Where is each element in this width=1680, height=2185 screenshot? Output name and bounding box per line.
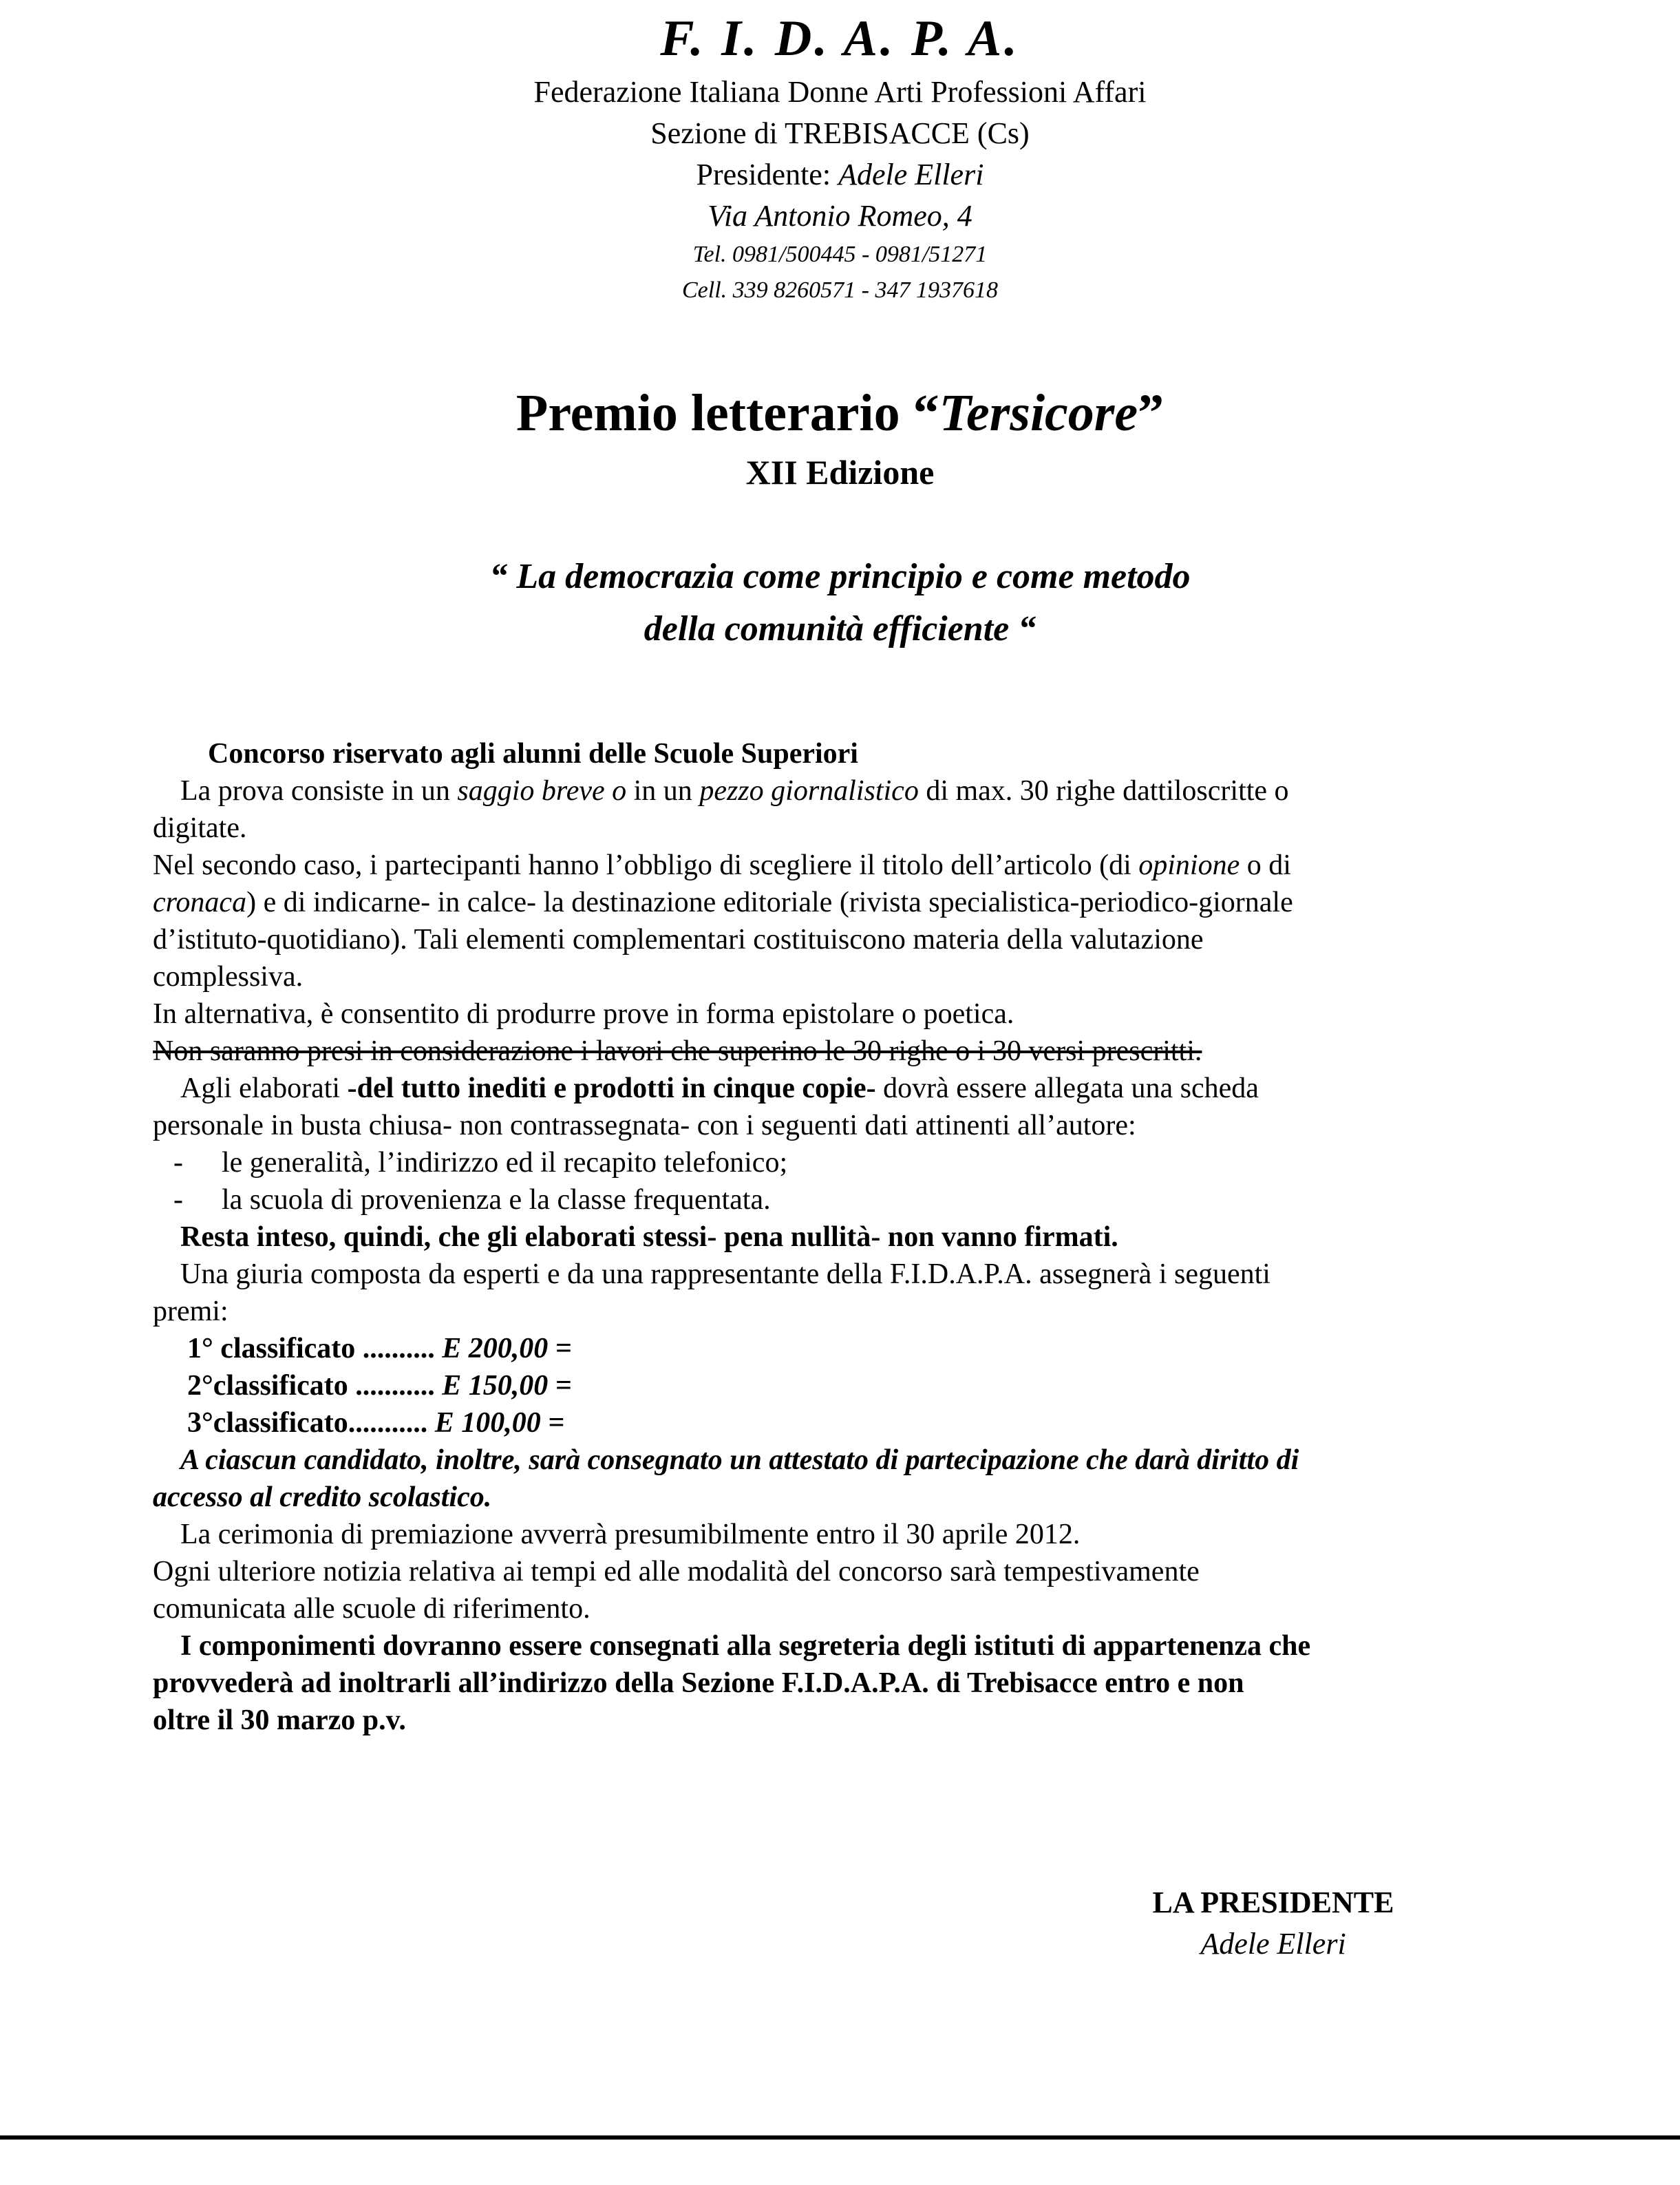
p2-text-a: Nel secondo caso, i partecipanti hanno l’obbligo di scegliere il titolo dell’articolo (di	[153, 849, 1139, 881]
paragraph-6: Resta inteso, quindi, che gli elaborati stessi- pena nullità- non vanno firmati.	[180, 1221, 1118, 1253]
paragraph-3: In alternativa, è consentito di produrre prove in forma epistolare o poetica.	[153, 998, 1014, 1030]
org-full-name: Federazione Italiana Donne Arti Professioni Affari	[533, 75, 1147, 109]
prize-place: 1° classificato ..........	[187, 1333, 443, 1364]
paragraph-7: Una giuria composta da esperti e da una rappresentante della F.I.D.A.P.A. assegnerà i seguenti	[180, 1258, 1270, 1290]
paragraph-2-line-4: complessiva.	[153, 961, 304, 993]
paragraph-1	[153, 772, 1529, 810]
p1-text-d: pezzo giornalistico	[699, 775, 919, 807]
theme-line-1: “ La democrazia come principio e come metodo	[489, 557, 1191, 596]
letterhead	[0, 6, 1680, 308]
president-line	[0, 154, 1680, 196]
list-item-text: la scuola di provenienza e la classe frequentata.	[222, 1184, 771, 1216]
p1-text-e: di max. 30 righe dattiloscritte o	[918, 775, 1289, 807]
body-text	[153, 735, 1529, 1739]
list-dash: -	[173, 1184, 183, 1216]
paragraph-8: A ciascun candidato, inoltre, sarà consegnato un attestato di partecipazione che darà diritto di	[180, 1444, 1299, 1476]
prize-amount: E 150,00 =	[442, 1370, 572, 1402]
p2-text-c: o di	[1240, 849, 1291, 881]
p1-text-a: La prova consiste in un	[180, 775, 458, 807]
title-prefix: Premio letterario “	[515, 384, 939, 442]
p2-text-d: cronaca	[153, 887, 247, 918]
paragraph-2	[153, 847, 1529, 884]
page-title	[0, 379, 1680, 447]
org-abbreviation: F. I. D. A. P. A.	[660, 10, 1020, 67]
bottom-divider	[0, 2135, 1680, 2140]
p2-text-b: opinione	[1138, 849, 1240, 881]
title-block	[0, 379, 1680, 497]
prize-place: 3°classificato...........	[187, 1407, 435, 1439]
signature-title: LA PRESIDENTE	[1152, 1886, 1394, 1919]
p1-text-b: saggio breve o	[457, 775, 627, 807]
list-item	[153, 1144, 1529, 1181]
paragraph-11-line-2: provvederà ad inoltrarli all’indirizzo della Sezione F.I.D.A.P.A. di Trebisacce entro e non	[153, 1667, 1244, 1699]
title-suffix: ”	[1138, 384, 1165, 442]
president-name: Adele Elleri	[838, 158, 984, 191]
list-item	[153, 1181, 1529, 1218]
p2-text-e: ) e di indicarne- in calce- la destinazione editoriale (rivista specialistica-periodico-giornale	[246, 887, 1293, 918]
prize-row	[153, 1404, 1529, 1442]
prize-amount: E 100,00 =	[434, 1407, 565, 1439]
prize-amount: E 200,00 =	[442, 1333, 572, 1364]
address: Via Antonio Romeo, 4	[708, 199, 972, 233]
paragraph-9: La cerimonia di premiazione avverrà presumibilmente entro il 30 aprile 2012.	[180, 1519, 1081, 1550]
prize-place: 2°classificato ...........	[187, 1370, 443, 1402]
paragraph-5	[153, 1070, 1529, 1107]
paragraph-11: I componimenti dovranno essere consegnati alla segreteria degli istituti di appartenenza che	[180, 1630, 1311, 1662]
paragraph-2-line-2	[153, 884, 1529, 921]
list-item-text: le generalità, l’indirizzo ed il recapito telefonico;	[222, 1147, 788, 1179]
signature-block	[1101, 1882, 1445, 1965]
prize-row	[153, 1330, 1529, 1367]
p1-text-c: in un	[626, 775, 700, 807]
telephone: Tel. 0981/500445 - 0981/51271	[692, 242, 988, 267]
list-dash: -	[173, 1147, 183, 1179]
theme-quote	[0, 551, 1680, 655]
paragraph-1-cont: digitate.	[153, 812, 247, 844]
president-label: Presidente:	[696, 158, 839, 191]
paragraph-4-struck: Non saranno presi in considerazione i lavori che superino le 30 righe o i 30 versi prescritti.	[153, 1035, 1202, 1067]
paragraph-2-line-3: d’istituto-quotidiano). Tali elementi complementari costituiscono materia della valutazione	[153, 924, 1204, 956]
paragraph-10-line-2: comunicata alle scuole di riferimento.	[153, 1593, 591, 1625]
cellphone: Cell. 339 8260571 - 347 1937618	[682, 277, 998, 303]
p5-text-b: -del tutto inediti e prodotti in cinque copie-	[347, 1073, 876, 1104]
p5-text-a: Agli elaborati	[180, 1073, 348, 1104]
edition: XII Edizione	[745, 453, 935, 492]
signature-name: Adele Elleri	[1200, 1927, 1346, 1961]
title-name: Tersicore	[939, 384, 1138, 442]
section-name: Sezione di TREBISACCE (Cs)	[650, 116, 1030, 150]
contest-heading: Concorso riservato agli alunni delle Scuole Superiori	[208, 738, 858, 770]
paragraph-10: Ogni ulteriore notizia relativa ai tempi ed alle modalità del concorso sarà tempestivamente	[153, 1556, 1200, 1587]
p5-text-c: dovrà essere allegata una scheda	[875, 1073, 1259, 1104]
paragraph-7-line-2: premi:	[153, 1296, 228, 1327]
prize-row	[153, 1367, 1529, 1404]
theme-line-2: della comunità efficiente “	[644, 609, 1036, 648]
paragraph-11-line-3: oltre il 30 marzo p.v.	[153, 1704, 406, 1736]
paragraph-8-line-2: accesso al credito scolastico.	[153, 1481, 492, 1513]
paragraph-5-line-2: personale in busta chiusa- non contrassegnata- con i seguenti dati attinenti all’autore:	[153, 1110, 1136, 1141]
